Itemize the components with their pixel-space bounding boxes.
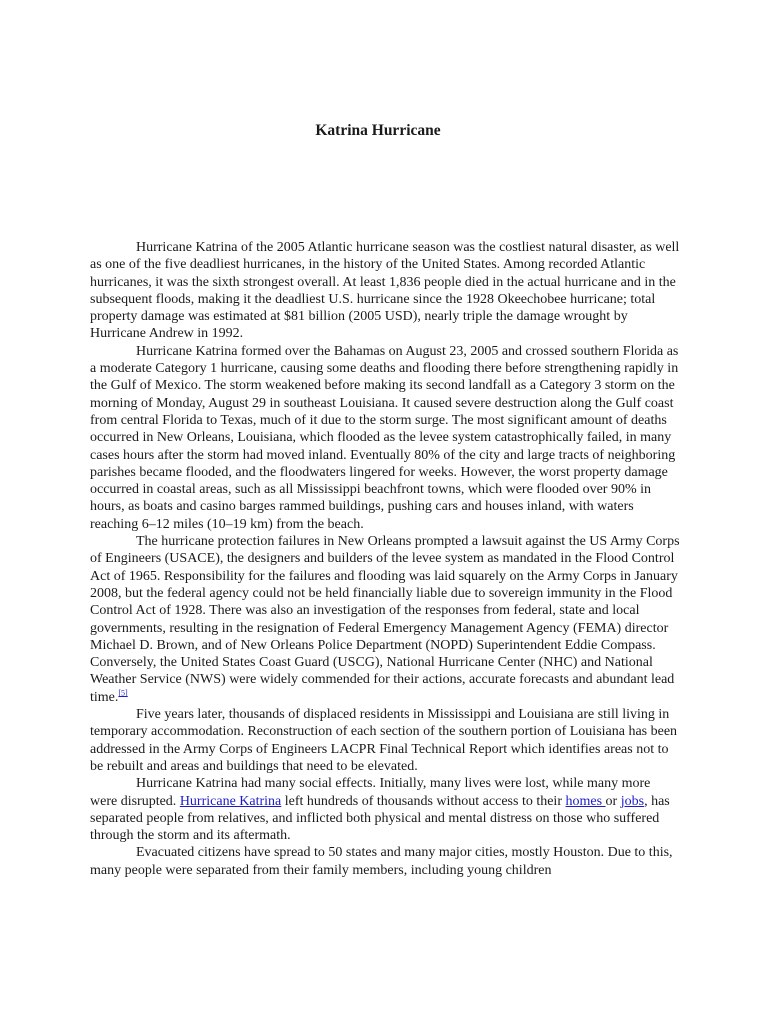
social-effects-text-b: left hundreds of thousands without access to their [281,793,566,809]
homes-link[interactable]: homes [565,793,606,809]
paragraph-lawsuit-text: The hurricane protection failures in New Orleans prompted a lawsuit against the US Army Corps of Engineers (USACE), the designers and builders of the levee system as mandated in the Flood Control Act of 1965. Responsibility for the failures and flooding was laid squarely on the Army Corps in January 2008, but the federal agency could not be held financially liable due to sovereign immunity in the Flood Control Act of 1928. There was also an investigation of the responses from federal, state and local governments, resulting in the resignation of Federal Emergency Management Agency (FEMA) director Michael D. Brown, and of New Orleans Police Department (NOPD) Superintendent Eddie Compass. Conversely, the United States Coast Guard (USCG), National Hurricane Center (NHC) and National Weather Service (NWS) were widely commended for their actions, accurate forecasts and abundant lead time. [90,534,680,705]
paragraph-intro: Hurricane Katrina of the 2005 Atlantic hurricane season was the costliest natural disaster, as well as one of the five deadliest hurricanes, in the history of the United States. Among recorded Atlantic hurricanes, it was the sixth strongest overall. At least 1,836 people died in the actual hurricane and in the subsequent floods, making it the deadliest U.S. hurricane since the 1928 Okeechobee hurricane; total property damage was estimated at $81 billion (2005 USD), nearly triple the damage wrought by Hurricane Andrew in 1992. [90,240,680,342]
document-body [90,239,680,879]
paragraph-recovery: Five years later, thousands of displaced residents in Mississippi and Louisiana are still living in temporary accommodation. Reconstruction of each section of the southern portion of Louisiana has been addressed in the Army Corps of Engineers LACPR Final Technical Report which identifies areas not to be rebuilt and areas and buildings that need to be elevated. [90,707,678,774]
social-effects-text-d: , has separated people from relatives, and inflicted both physical and mental distress on those who suffered through the storm and its aftermath. [90,793,670,844]
social-effects-text-a: Hurricane Katrina had many social effects. Initially, many lives were lost, while many more were disrupted. [90,776,651,809]
paragraph-evacuation: Evacuated citizens have spread to 50 states and many major cities, mostly Houston. Due to this, many people were separated from their family members, including young children [90,845,673,878]
social-effects-text-c: or [605,793,621,809]
footnote-reference [118,688,127,697]
footnote-link[interactable]: [5] [118,688,128,698]
jobs-link[interactable]: jobs [620,793,645,809]
paragraph-formation: Hurricane Katrina formed over the Bahamas on August 23, 2005 and crossed southern Florida as a moderate Category 1 hurricane, causing some deaths and flooding there before strengthening rapidly in the Gulf of Mexico. The storm weakened before making its second landfall as a Category 3 storm on the morning of Monday, August 29 in southeast Louisiana. It caused severe destruction along the Gulf coast from central Florida to Texas, much of it due to the storm surge. The most significant amount of deaths occurred in New Orleans, Louisiana, which flooded as the levee system catastrophically failed, in many cases hours after the storm had moved inland. Eventually 80% of the city and large tracts of neighboring parishes became flooded, and the floodwaters lingered for weeks. However, the worst property damage occurred in coastal areas, such as all Mississippi beachfront towns, which were flooded over 90% in hours, as boats and casino barges rammed buildings, pushing cars and houses inland, with waters reaching 6–12 miles (10–19 km) from the beach. [90,343,679,532]
hurricane-katrina-link[interactable]: Hurricane Katrina [179,793,282,809]
page-title: Katrina Hurricane [315,122,441,139]
paragraph-social-effects [90,775,680,844]
paragraph-lawsuit [90,533,680,706]
